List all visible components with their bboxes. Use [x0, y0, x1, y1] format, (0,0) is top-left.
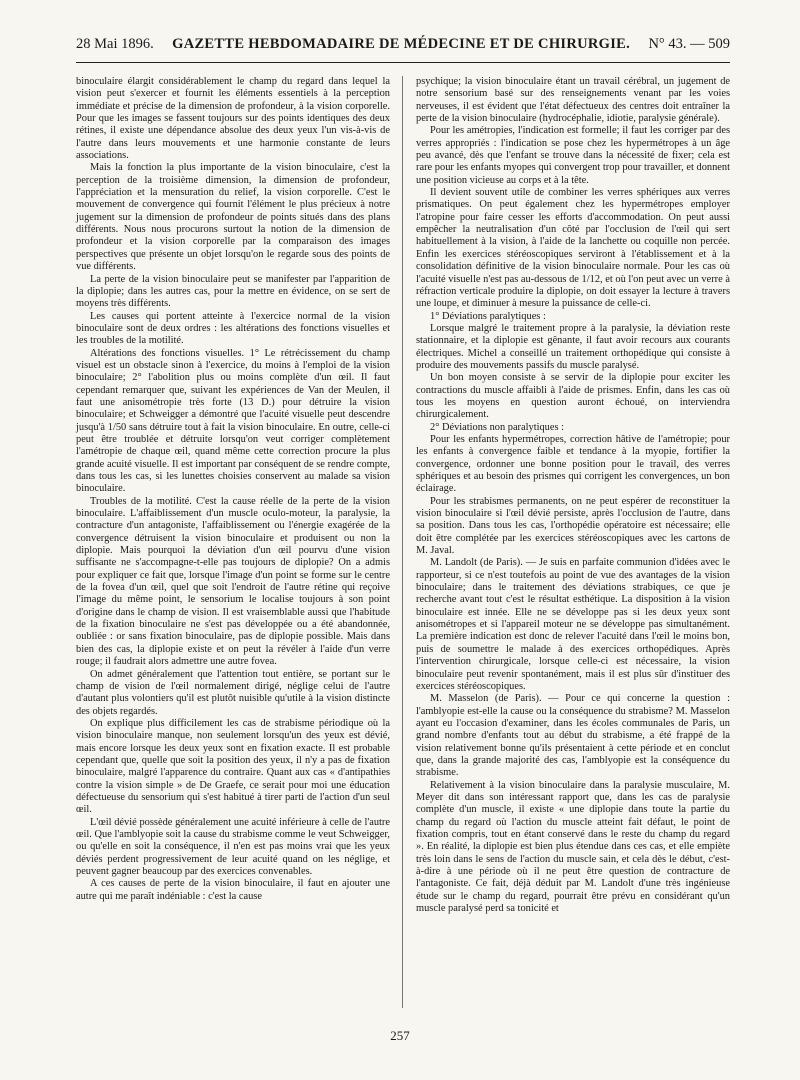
issue-number: N° 43. — 509: [648, 36, 730, 52]
paragraph: psychique; la vision binoculaire étant un travail cérébral, un jugement de notre sensorium basé sur des renseignements venant par les voies nerveuses, il est évident que l'état défectueux des centres doit entraîner la perte de la vision binoculaire (hydrocéphalie, idiotie, paralysie générale).: [416, 76, 730, 125]
paragraph: Pour les enfants hypermétropes, correction hâtive de l'amétropie; pour les enfants à convergence faible et tendance à la myopie, fortifier la convergence, ordonner une bonne position pour le travail, des verres sphériques et au besoin des prismes qui corrigent les convergences, un bon éclairage.: [416, 433, 730, 495]
paragraph: Lorsque malgré le traitement propre à la paralysie, la déviation reste stationnaire, et la diplopie est gênante, il faut avoir recours aux courants électriques. Michel a conseillé un traitement orthopédique qui consiste à produire des mouvements passifs du muscle paralysé.: [416, 322, 730, 371]
paragraph: Altérations des fonctions visuelles. 1° Le rétrécissement du champ visuel est un obstacle sinon à l'exercice, du moins à l'emploi de la vision binoculaire; 2° l'abolition plus ou moins complète d'un œil. Il faut cependant remarquer que, suivant les expériences de Van der Meulen, il faut une anisométropie très forte (13 D.) pour détruire la vision binoculaire; et Schweigger a démontré que l'acuité visuelle peut descendre jusqu'à 1/50 sans détruire tout à fait la vision binoculaire. En outre, celle-ci peut être troublée et détruite lorsqu'on veut corriger complètement l'amétropie de chaque œil, quand même cette correction procure la plus grande acuité visuelle. Il est important par conséquent de se rendre compte, dans tous les cas, si les lunettes choisies conservent au malade sa vision binoculaire.: [76, 347, 390, 495]
paragraph: Les causes qui portent atteinte à l'exercice normal de la vision binoculaire sont de deux ordres : les altérations des fonctions visuelles et les troubles de la motilité.: [76, 310, 390, 347]
journal-title: GAZETTE HEBDOMADAIRE DE MÉDECINE ET DE CHIRURGIE.: [172, 36, 631, 52]
column-separator: [402, 76, 403, 1008]
paragraph: On explique plus difficilement les cas de strabisme périodique où la vision binoculaire manque, non seulement lorsqu'un des yeux est dévié, mais encore lorsque les deux yeux sont en fixation exacte. Il est probable cependant que, quelle que soit la position des yeux, il n'y a pas de fixation binoculaire, malgré l'apparence du contraire. Quant aux cas « d'antipathies contre la vision simple » de De Graefe, ce serait pour moi une éducation défectueuse du sensorium qui s'est habitué à tirer parti de l'action d'un seul œil.: [76, 717, 390, 816]
running-header: [76, 36, 730, 53]
paragraph: La perte de la vision binoculaire peut se manifester par l'apparition de la diplopie; dans les autres cas, pour la mettre en évidence, on se sert de moyens très différents.: [76, 273, 390, 310]
paragraph: Troubles de la motilité. C'est la cause réelle de la perte de la vision binoculaire. L'affaiblissement d'un muscle oculo-moteur, la paralysie, la contracture d'un antagoniste, l'affaiblissement ou l'énergie exagérée de la convergence détruisent la vision binoculaire et produisent ou non la diplopie. Mais pourquoi la déviation d'un œil pourvu d'une vision suffisante ne s'accompagne-t-elle pas toujours de diplopie? On a admis pour expliquer ce fait que, lorsque l'image d'un point se forme sur le centre de la fovea d'un œil, quel que soit l'endroit de l'autre rétine qui reçoive l'image du même point, le sensorium le localise toujours à son point d'origine dans le champ de vision. Il est vraisemblable aussi que l'habitude de la fixation binoculaire ne s'est pas développée ou a été abandonnée, oubliée : or sans fixation binoculaire, pas de diplopie possible. Mais dans bien des cas, la diplopie existe et on peut la révéler à l'aide d'un verre rouge; il faudrait alors admettre une autre fovea.: [76, 495, 390, 668]
right-column: [416, 76, 730, 915]
paragraph: Relativement à la vision binoculaire dans la paralysie musculaire, M. Meyer dit dans son intéressant rapport que, dans les cas de paralysie complète d'un muscle, il existe « une diplopie dans toute la partie du champ du regard où l'action du muscle atteint fait défaut, le point de fixation compris, tout en étant conservé dans le reste du champ du regard ». En réalité, la diplopie est bien plus étendue dans ces cas, et elle empiète très loin dans le sens de l'action du muscle sain, et cela dès le début, c'est-à-dire à une période où il ne peut être question de contracture de l'antagoniste. Ce fait, déjà déduit par M. Landolt d'une très ingénieuse étude sur le champ du regard, pourrait être prévu en considérant qu'un muscle paralysé perd sa tonicité et: [416, 779, 730, 915]
paragraph: A ces causes de perte de la vision binoculaire, il faut en ajouter une autre qui me paraît indéniable : c'est la cause: [76, 878, 390, 902]
issue-date: 28 Mai 1896.: [76, 36, 154, 52]
paragraph: 1° Déviations paralytiques :: [430, 310, 546, 322]
paragraph: Pour les strabismes permanents, on ne peut espérer de reconstituer la vision binoculaire si l'œil dévié persiste, après l'occlusion de l'autre, dans sa position. Dans tous les cas, l'orthopédie opératoire est nécessaire; elle doit être complétée par les exercices stéréoscopiques avec les cartons de M. Javal.: [416, 495, 730, 557]
paragraph: binoculaire élargit considérablement le champ du regard dans lequel la vision peut s'exercer et fournit les éléments essentiels à la perception immédiate et précise de la dimension de profondeur, à la vision corporelle. Pour que les images se fassent toujours sur des points identiques des deux rétines, il existe une dépendance absolue des deux yeux l'un vis-à-vis de l'autre dans leurs mouvements et une harmonie constante de leurs associations.: [76, 76, 390, 162]
paragraph: Un bon moyen consiste à se servir de la diplopie pour exciter les contractions du muscle affaibli à l'aide de prismes. Enfin, dans les cas où tous les moyens en question auront échoué, on interviendra chirurgicalement.: [416, 372, 730, 421]
left-column: [76, 76, 390, 903]
paragraph: M. Landolt (de Paris). — Je suis en parfaite communion d'idées avec le rapporteur, si ce n'est toutefois au point de vue des avantages de la vision binoculaire; dans le traitement des déviations strabiques, ce que je recherche avant tout c'est le résultat esthétique. La disposition à la vision binoculaire est innée. Elle ne se développe pas si les deux yeux sont anisométropes et si l'appareil moteur ne se développe pas simultanément. La première indication est donc de relever l'acuité dans l'œil le moins bon, puis de soumettre le malade à des exercices orthopédiques. Après l'intervention chirurgicale, lorsque celle-ci est nécessaire, la vision binoculaire peut revenir spontanément, mais il est plus sûr d'instituer des exercices stéréoscopiques.: [416, 557, 730, 692]
paragraph: Pour les amétropies, l'indication est formelle; il faut les corriger par des verres appropriés : l'indication se pose chez les hypermétropes à un âge peu avancé, dès que l'enfant se trouve dans la nécessité de fixer; cela est rare pour les enfants myopes qui convergent trop pour travailler, et donnent une position vicieuse au corps et à la tête.: [416, 125, 730, 186]
paragraph: M. Masselon (de Paris). — Pour ce qui concerne la question : l'amblyopie est-elle la cause ou la conséquence du strabisme? M. Masselon ayant eu l'occasion d'examiner, dans les écoles communales de Paris, un grand nombre d'enfants tout au début du strabisme, a été frappé de la vision relativement bonne qu'ils présentaient à cette période et en conclut que, dans la grande majorité des cas, l'amblyopie est la conséquence du strabisme.: [416, 693, 730, 779]
paragraph: L'œil dévié possède généralement une acuité inférieure à celle de l'autre œil. Que l'amblyopie soit la cause du strabisme comme le veut Schweigger, ou qu'elle en soit la conséquence, il n'en est pas moins vrai que les yeux déviés perdent progressivement de leur acuité quand on les néglige, et peuvent gagner beaucoup par des exercices convenables.: [76, 816, 390, 877]
paragraph: 2° Déviations non paralytiques :: [430, 421, 565, 433]
page-number: 257: [390, 1028, 410, 1043]
paragraph: Mais la fonction la plus importante de la vision binoculaire, c'est la perception de la troisième dimension, la dimension de profondeur, l'appréciation et la mensuration du relief, la vision corporelle. C'est le mouvement de convergence qui fournit l'élément le plus précieux à notre jugement sur la dimension de profondeur de points situés dans des plans différents. Nous nous procurons surtout la notion de la dimension de profondeur et la vision corporelle par la comparaison des images perspectives que présente un objet lorsqu'on le regarde sous des points de vue différents.: [76, 162, 390, 273]
header-rule: [76, 62, 730, 63]
paragraph: Il devient souvent utile de combiner les verres sphériques aux verres prismatiques. On peut également chez les hypermétropes employer l'atropine pour faire cesser les efforts d'accommodation. On peut aussi empêcher la neutralisation d'un côté par l'occlusion de l'œil qui sert habituellement à la vision, à l'aide de la lanchette ou coquille non percée. Enfin les exercices stéréoscopiques serviront à l'établissement et à la consolidation définitive de la vision binoculaire normale. Pour les cas où l'acuité visuelle n'est pas au-dessous de 1/12, et où l'on peut avec un verre à réfraction verticale produire la diplopie, on doit essayer la lecture à travers une loupe, et diminuer à mesure la puissance de celle-ci.: [416, 187, 730, 310]
paragraph: On admet généralement que l'attention tout entière, se portant sur le champ de vision de l'œil normalement dirigé, néglige celui de l'autre d'autant plus volontiers qu'il est plutôt nuisible qu'utile à la vision distincte des objets regardés.: [76, 668, 390, 717]
